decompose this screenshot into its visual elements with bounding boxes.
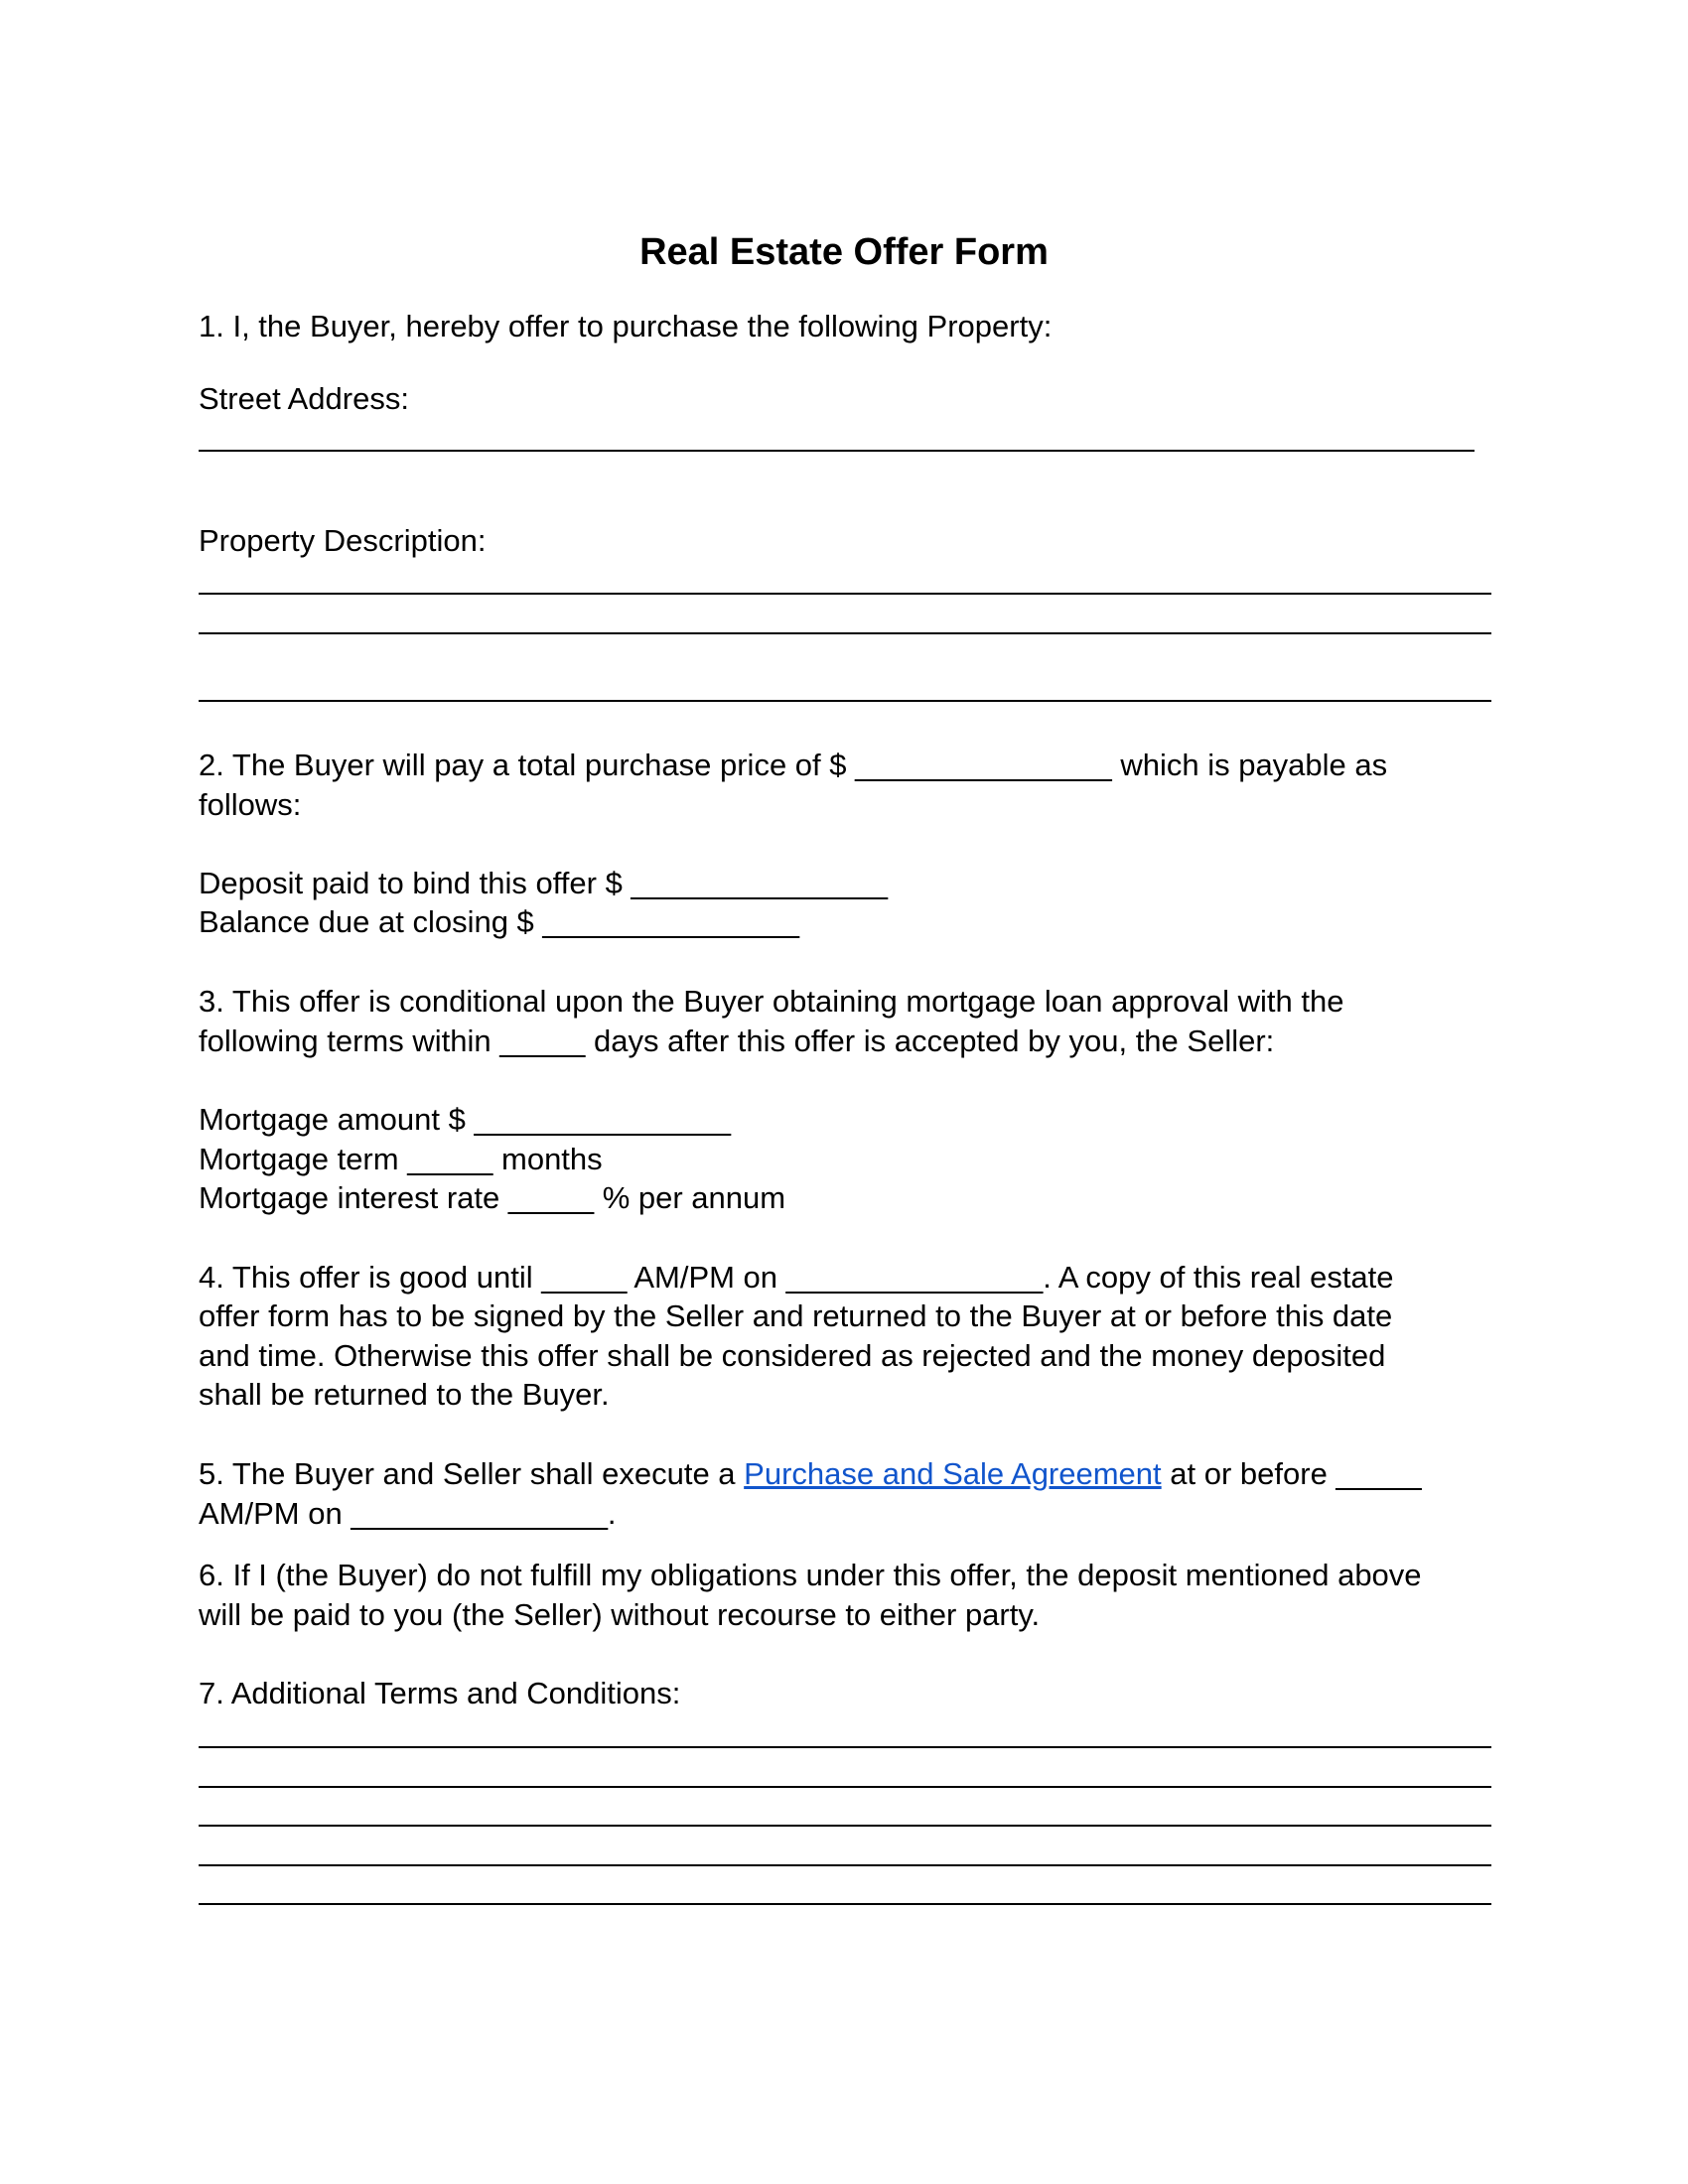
deposit-field: Deposit paid to bind this offer $ _______________ bbox=[199, 866, 889, 900]
purchase-and-sale-agreement-link[interactable]: Purchase and Sale Agreement bbox=[744, 1456, 1162, 1491]
section-2-line-1: 2. The Buyer will pay a total purchase price of $ _______________ which is payable as bbox=[199, 748, 1388, 782]
balance-field: Balance due at closing $ _______________ bbox=[199, 904, 800, 939]
section-4-line-4: shall be returned to the Buyer. bbox=[199, 1377, 610, 1412]
additional-terms-line-3[interactable] bbox=[199, 1825, 1491, 1827]
section-1-intro: 1. I, the Buyer, hereby offer to purchase the following Property: bbox=[199, 309, 1053, 343]
section-3-line-2: following terms within _____ days after this offer is accepted by you, the Seller: bbox=[199, 1024, 1275, 1058]
section-5-text-before-link: 5. The Buyer and Seller shall execute a bbox=[199, 1456, 745, 1491]
mortgage-amount-field: Mortgage amount $ _______________ bbox=[199, 1102, 732, 1137]
street-address-label: Street Address: bbox=[199, 381, 409, 416]
section-6-line-1: 6. If I (the Buyer) do not fulfill my obligations under this offer, the deposit mentioned above bbox=[199, 1558, 1422, 1592]
property-description-line-3[interactable] bbox=[199, 700, 1491, 702]
section-2-line-2: follows: bbox=[199, 787, 302, 822]
mortgage-rate-field: Mortgage interest rate _____ % per annum bbox=[199, 1180, 786, 1215]
property-description-line-1[interactable] bbox=[199, 593, 1491, 595]
property-description-label: Property Description: bbox=[199, 523, 487, 558]
additional-terms-line-5[interactable] bbox=[199, 1903, 1491, 1905]
additional-terms-line-2[interactable] bbox=[199, 1786, 1491, 1788]
section-5-line-1 bbox=[199, 1454, 1422, 1494]
section-5-line-2: AM/PM on _______________. bbox=[199, 1496, 617, 1531]
section-6-line-2: will be paid to you (the Seller) without recourse to either party. bbox=[199, 1597, 1041, 1632]
section-4-line-2: offer form has to be signed by the Seller and returned to the Buyer at or before this date bbox=[199, 1298, 1393, 1333]
additional-terms-line-4[interactable] bbox=[199, 1864, 1491, 1866]
section-3-line-1: 3. This offer is conditional upon the Buyer obtaining mortgage loan approval with the bbox=[199, 984, 1344, 1019]
additional-terms-line-1[interactable] bbox=[199, 1746, 1491, 1748]
document-title: Real Estate Offer Form bbox=[639, 231, 1049, 273]
mortgage-term-field: Mortgage term _____ months bbox=[199, 1142, 603, 1176]
section-5-text-after-link: at or before _____ bbox=[1161, 1456, 1422, 1491]
section-4-line-1: 4. This offer is good until _____ AM/PM on _______________. A copy of this real estate bbox=[199, 1260, 1394, 1295]
property-description-line-2[interactable] bbox=[199, 632, 1491, 634]
street-address-line[interactable] bbox=[199, 450, 1475, 452]
section-4-line-3: and time. Otherwise this offer shall be considered as rejected and the money deposited bbox=[199, 1338, 1386, 1373]
additional-terms-label: 7. Additional Terms and Conditions: bbox=[199, 1676, 681, 1710]
